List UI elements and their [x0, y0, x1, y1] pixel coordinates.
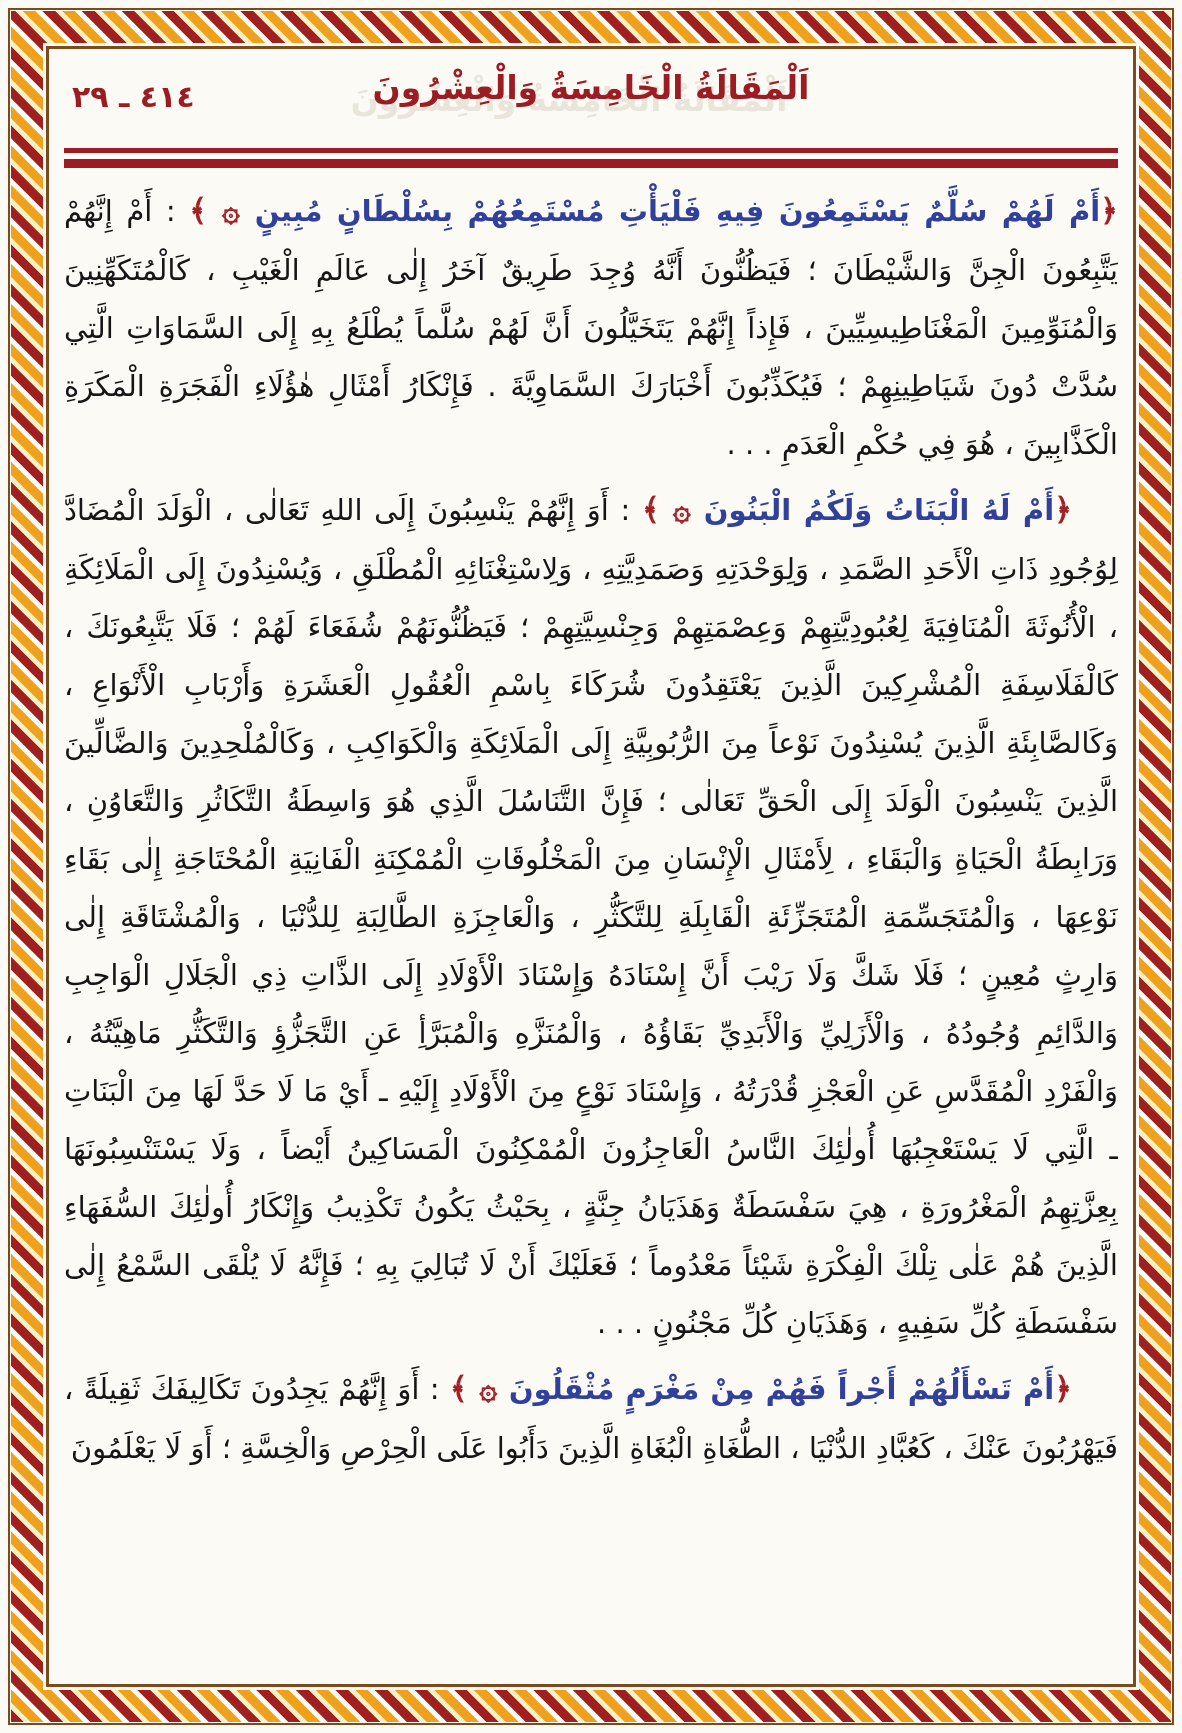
paragraph	[64, 1360, 1118, 1477]
commentary-text: : أَوَ إِنَّهُمْ يَنْسِبُونَ إِلَى اللهِ تَعَالٰى ، الْوَلَدَ الْمُضَادَّ لِوُجُودِ ذَاتِ الْأَحَدِ الصَّمَدِ ، وَلِوَحْدَتِهِ وَصَمَدِيَّتِهِ ، وَلِاسْتِغْنَائِهِ الْمُطْلَقِ ، وَيُسْنِدُونَ إِلَى الْمَلَائِكَةِ ، الْأُنُوثَةَ الْمُنَافِيَةَ لِعُبُودِيَّتِهِمْ وَعِصْمَتِهِمْ وَجِنْسِيَّتِهِمْ ؛ فَيَظُنُّونَهُمْ شُفَعَاءَ لَهُمْ ؛ فَلَا يَتَّبِعُونَكَ ، كَالْفَلَاسِفَةِ الْمُشْرِكِينَ الَّذِينَ يَعْتَقِدُونَ شُرَكَاءَ بِاسْمِ الْعُقُولِ الْعَشَرَةِ وَأَرْبَابِ الْأَنْوَاعِ ، وَكَالصَّابِئَةِ الَّذِينَ يُسْنِدُونَ نَوْعاً مِنَ الرُّبُوبِيَّةِ إِلَى الْمَلَائِكَةِ وَالْكَوَاكِبِ ، وَكَالْمُلْحِدِينَ وَالضَّالِّينَ الَّذِينَ يَنْسِبُونَ الْوَلَدَ إِلَى الْحَقِّ تَعَالٰى ؛ فَإِنَّ التَّنَاسُلَ الَّذِي هُوَ وَاسِطَةُ التَّكَاثُرِ وَالتَّعَاوُنِ ، وَرَابِطَةُ الْحَيَاةِ وَالْبَقَاءِ ، لِأَمْثَالِ الْإِنْسَانِ مِنَ الْمَخْلُوقَاتِ الْمُمْكِنَةِ الْفَانِيَةِ الْمُحْتَاجَةِ إِلٰى بَقَاءِ نَوْعِهَا ، وَالْمُتَجَسِّمَةِ الْمُتَجَزِّئَةِ الْقَابِلَةِ لِلتَّكَثُّرِ ، وَالْعَاجِزَةِ الطَّالِبَةِ لِلدُّنْيَا ، وَالْمُشْتَاقَةِ إِلٰى وَارِثٍ مُعِينٍ ؛ فَلَا شَكَّ وَلَا رَيْبَ أَنَّ إِسْنَادَهُ وَإِسْنَادَ الْأَوْلَادِ إِلَى الذَّاتِ ذِي الْجَلَالِ الْوَاجِبِ وَالدَّائِمِ وُجُودُهُ ، وَالْأَزَلِيِّ وَالْأَبَدِيِّ بَقَاؤُهُ ، وَالْمُنَزَّهِ وَالْمُبَرَّأِ عَنِ التَّجَزُّؤِ وَالتَّكَثُّرِ مَاهِيَّتُهُ ، وَالْفَرْدِ الْمُقَدَّسِ عَنِ الْعَجْزِ قُدْرَتُهُ ، وَإِسْنَادَ نَوْعٍ مِنَ الْأَوْلَادِ إِلَيْهِ ـ أَيْ مَا لَا حَدَّ لَهَا مِنَ الْبَنَاتِ ـ الَّتِي لَا يَسْتَعْجِبُهَا أُولٰئِكَ النَّاسُ الْعَاجِزُونَ الْمُمْكِنُونَ الْمَسَاكِينُ أَيْضاً ، وَلَا يَسْتَنْسِبُونَهَا بِعِزَّتِهِمُ الْمَغْرُورَةِ ، هِيَ سَفْسَطَةٌ وَهَذَيَانُ جِنَّةٍ ، بِحَيْثُ يَكُونُ تَكْذِيبُ وَإِنْكَارُ أُولٰئِكَ السُّفَهَاءِ الَّذِينَ هُمْ عَلٰى تِلْكَ الْفِكْرَةِ شَيْئاً مَعْدُوماً ؛ فَعَلَيْكَ أَنْ لَا تُبَالِيَ بِهِ ؛ فَإِنَّهُ لَا يُلْقَى السَّمْعُ إِلٰى سَفْسَطَةِ كُلِّ سَفِيهٍ ، وَهَذَيَانِ كُلِّ مَجْنُونٍ . . .	[64, 493, 1118, 1340]
page-number: ٤١٤ ـ ٢٩	[72, 80, 195, 115]
verse-ornament: ۞ ﴾	[641, 493, 704, 528]
verse-ornament: ﴿	[1100, 194, 1118, 229]
verse-ornament: ﴿	[1054, 1372, 1072, 1407]
quran-verse: أَمْ تَسْأَلُهُمْ أَجْراً فَهُمْ مِنْ مَغْرَمٍ مُثْقَلُونَ	[508, 1372, 1055, 1406]
header-divider-thick-rule	[64, 159, 1118, 168]
page-header	[64, 54, 1118, 146]
commentary-text: : أَمْ إِنَّهُمْ يَتَّبِعُونَ الْجِنَّ وَالشَّيْطَانَ ؛ فَيَظُنُّونَ أَنَّهُ وُجِدَ طَرِيقٌ آخَرُ إِلٰى عَالَمِ الْغَيْبِ ، كَالْمُتَكَهِّنِينَ وَالْمُنَوِّمِينَ الْمَغْنَاطِيسِيِّينَ ، فَإِذاً إِنَّهُمْ يَتَخَيَّلُونَ أَنَّ لَهُمْ سُلَّماً يُطْلَعُ بِهِ إِلَى السَّمَاوَاتِ الَّتِي سُدَّتْ دُونَ شَيَاطِينِهِمْ ؛ فَيُكَذِّبُونَ أَخْبَارَكَ السَّمَاوِيَّةَ . فَإِنْكَارُ أَمْثَالِ هٰؤُلَاءِ الْفَجَرَةِ الْمَكَرَةِ الْكَذَّابِينَ ، هُوَ فِي حُكْمِ الْعَدَمِ . . .	[64, 194, 1118, 461]
page-title: اَلْمَقَالَةُ الْخَامِسَةُ وَالْعِشْرُونَ	[372, 68, 810, 107]
page-content	[64, 54, 1118, 1679]
verse-ornament: ۞ ﴾	[189, 194, 255, 229]
quran-verse: أَمْ لَهُ الْبَنَاتُ وَلَكُمُ الْبَنُونَ	[703, 493, 1055, 527]
quran-verse: أَمْ لَهُمْ سُلَّمٌ يَسْتَمِعُونَ فِيهِ فَلْيَأْتِ مُسْتَمِعُهُمْ بِسُلْطَانٍ مُبِينٍ	[254, 194, 1101, 228]
commentary-text: : أَوَ إِنَّهُمْ يَجِدُونَ تَكَالِيفَكَ ثَقِيلَةً ، فَيَهْرُبُونَ عَنْكَ ، كَعُبَّادِ الدُّنْيَا ، الطُّغَاةِ الْبُغَاةِ الَّذِينَ دَأَبُوا عَلَى الْحِرْصِ وَالْخِسَّةِ ؛ أَوَ لَا يَعْلَمُونَ	[64, 1372, 1118, 1465]
verse-ornament: ﴿	[1054, 493, 1072, 528]
paragraph	[64, 481, 1118, 1352]
paragraph	[64, 182, 1118, 473]
verse-ornament: ۞ ﴾	[449, 1372, 509, 1407]
header-divider	[64, 148, 1118, 168]
body-text	[64, 182, 1118, 1477]
